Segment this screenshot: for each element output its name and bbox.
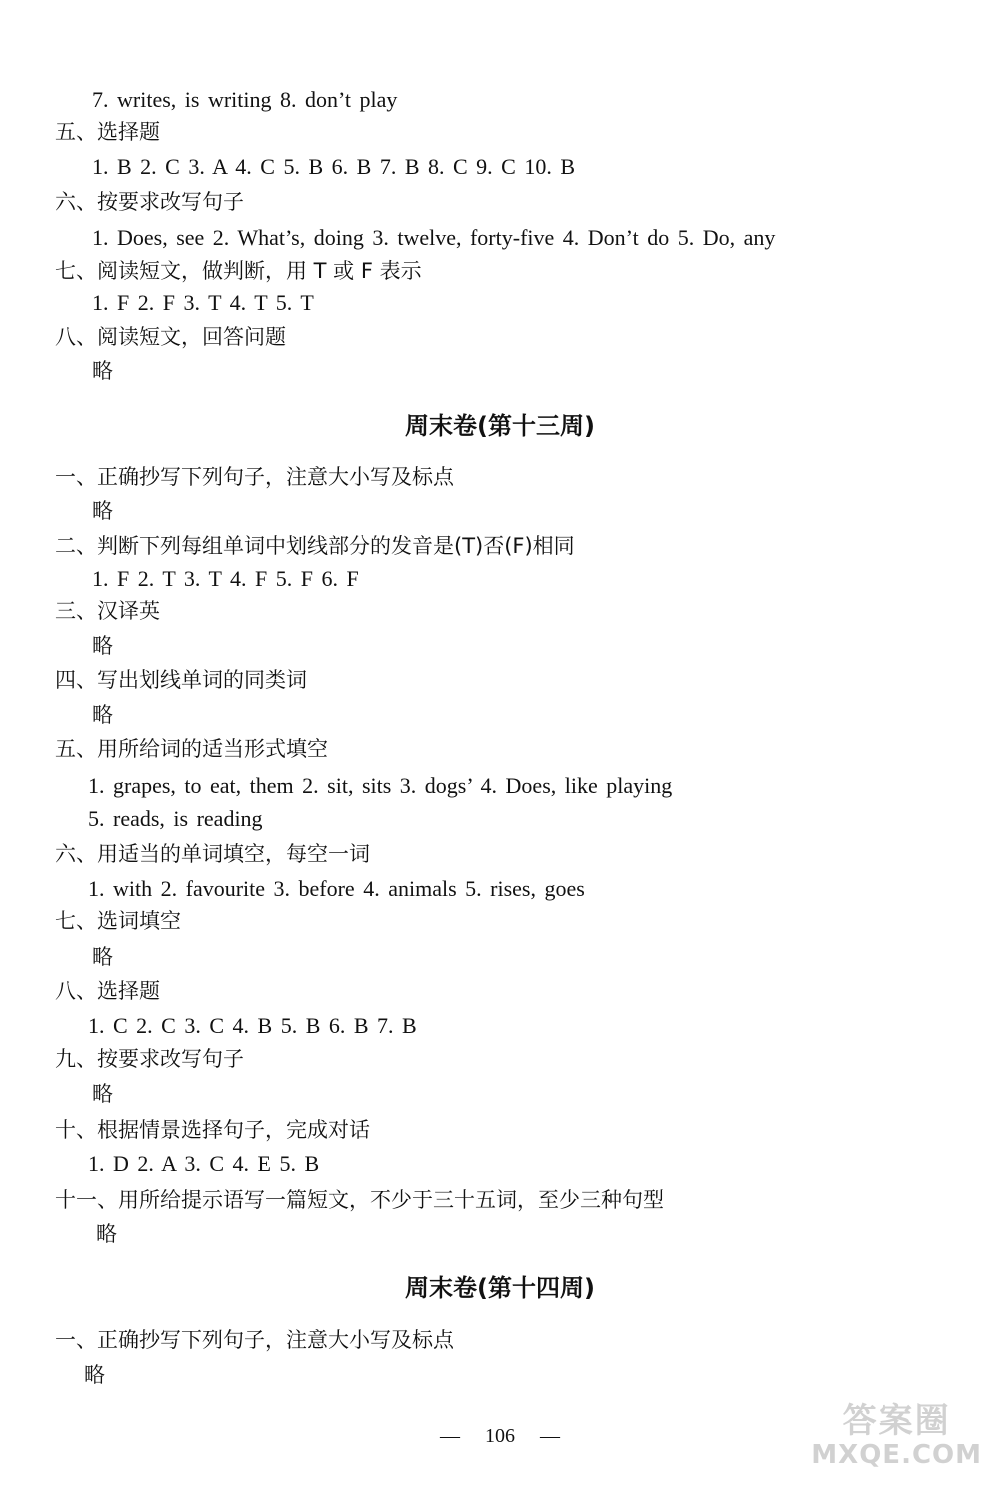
section-heading: 八、阅读短文，回答问题: [55, 325, 286, 349]
section-heading: 六、用适当的单词填空，每空一词: [55, 842, 370, 866]
answer-line: 1. grapes, to eat, them 2. sit, sits 3. dogs’ 4. Does, like playing: [88, 773, 673, 798]
footer-dash-right: —: [540, 1425, 560, 1447]
answer-line: 1. D 2. A 3. C 4. E 5. B: [88, 1151, 320, 1176]
answer-line: 1. B 2. C 3. A 4. C 5. B 6. B 7. B 8. C 9. C 10. B: [92, 154, 576, 179]
page-number: 106: [485, 1425, 515, 1447]
section-heading: 一、正确抄写下列句子，注意大小写及标点: [55, 1328, 454, 1352]
section-heading: 二、判断下列每组单词中划线部分的发音是(T)否(F)相同: [55, 534, 575, 558]
watermark-text-bottom: MXQE.COM: [811, 1440, 982, 1470]
answer-omitted: 略: [84, 1363, 105, 1387]
section-heading: 三、汉译英: [55, 599, 160, 623]
section-heading: 五、用所给词的适当形式填空: [55, 737, 328, 761]
answer-omitted: 略: [92, 703, 113, 727]
answer-line: 1. with 2. favourite 3. before 4. animals 5. rises, goes: [88, 876, 585, 901]
section-heading: 七、阅读短文，做判断，用 T 或 F 表示: [55, 259, 422, 283]
answer-line: 5. reads, is reading: [88, 806, 263, 831]
answer-omitted: 略: [92, 634, 113, 658]
answer-line: 1. C 2. C 3. C 4. B 5. B 6. B 7. B: [88, 1013, 417, 1038]
section-title-week-14: 周末卷(第十四周): [405, 1274, 595, 1302]
answer-line: 7. writes, is writing 8. don’t play: [92, 87, 398, 112]
answer-line: 1. F 2. F 3. T 4. T 5. T: [92, 290, 314, 315]
section-heading: 一、正确抄写下列句子，注意大小写及标点: [55, 465, 454, 489]
section-heading: 九、按要求改写句子: [55, 1047, 244, 1071]
section-heading: 十、根据情景选择句子，完成对话: [55, 1118, 370, 1142]
footer-dash-left: —: [440, 1425, 460, 1447]
answer-omitted: 略: [96, 1222, 117, 1246]
section-heading: 四、写出划线单词的同类词: [55, 668, 307, 692]
watermark-logo: [811, 1393, 982, 1470]
answer-omitted: 略: [92, 499, 113, 523]
section-title-week-13: 周末卷(第十三周): [405, 412, 595, 440]
answer-omitted: 略: [92, 1082, 113, 1106]
answer-line: 1. Does, see 2. What’s, doing 3. twelve, forty-five 4. Don’t do 5. Do, any: [92, 225, 776, 250]
answer-line: 1. F 2. T 3. T 4. F 5. F 6. F: [92, 566, 359, 591]
section-heading: 五、选择题: [55, 120, 160, 144]
section-heading: 六、按要求改写句子: [55, 190, 244, 214]
section-heading: 七、选词填空: [55, 909, 181, 933]
answer-omitted: 略: [92, 945, 113, 969]
section-heading: 十一、用所给提示语写一篇短文，不少于三十五词，至少三种句型: [55, 1188, 664, 1212]
watermark-text-top: 答案圈: [842, 1401, 951, 1441]
section-heading: 八、选择题: [55, 979, 160, 1003]
answer-omitted: 略: [92, 359, 113, 383]
